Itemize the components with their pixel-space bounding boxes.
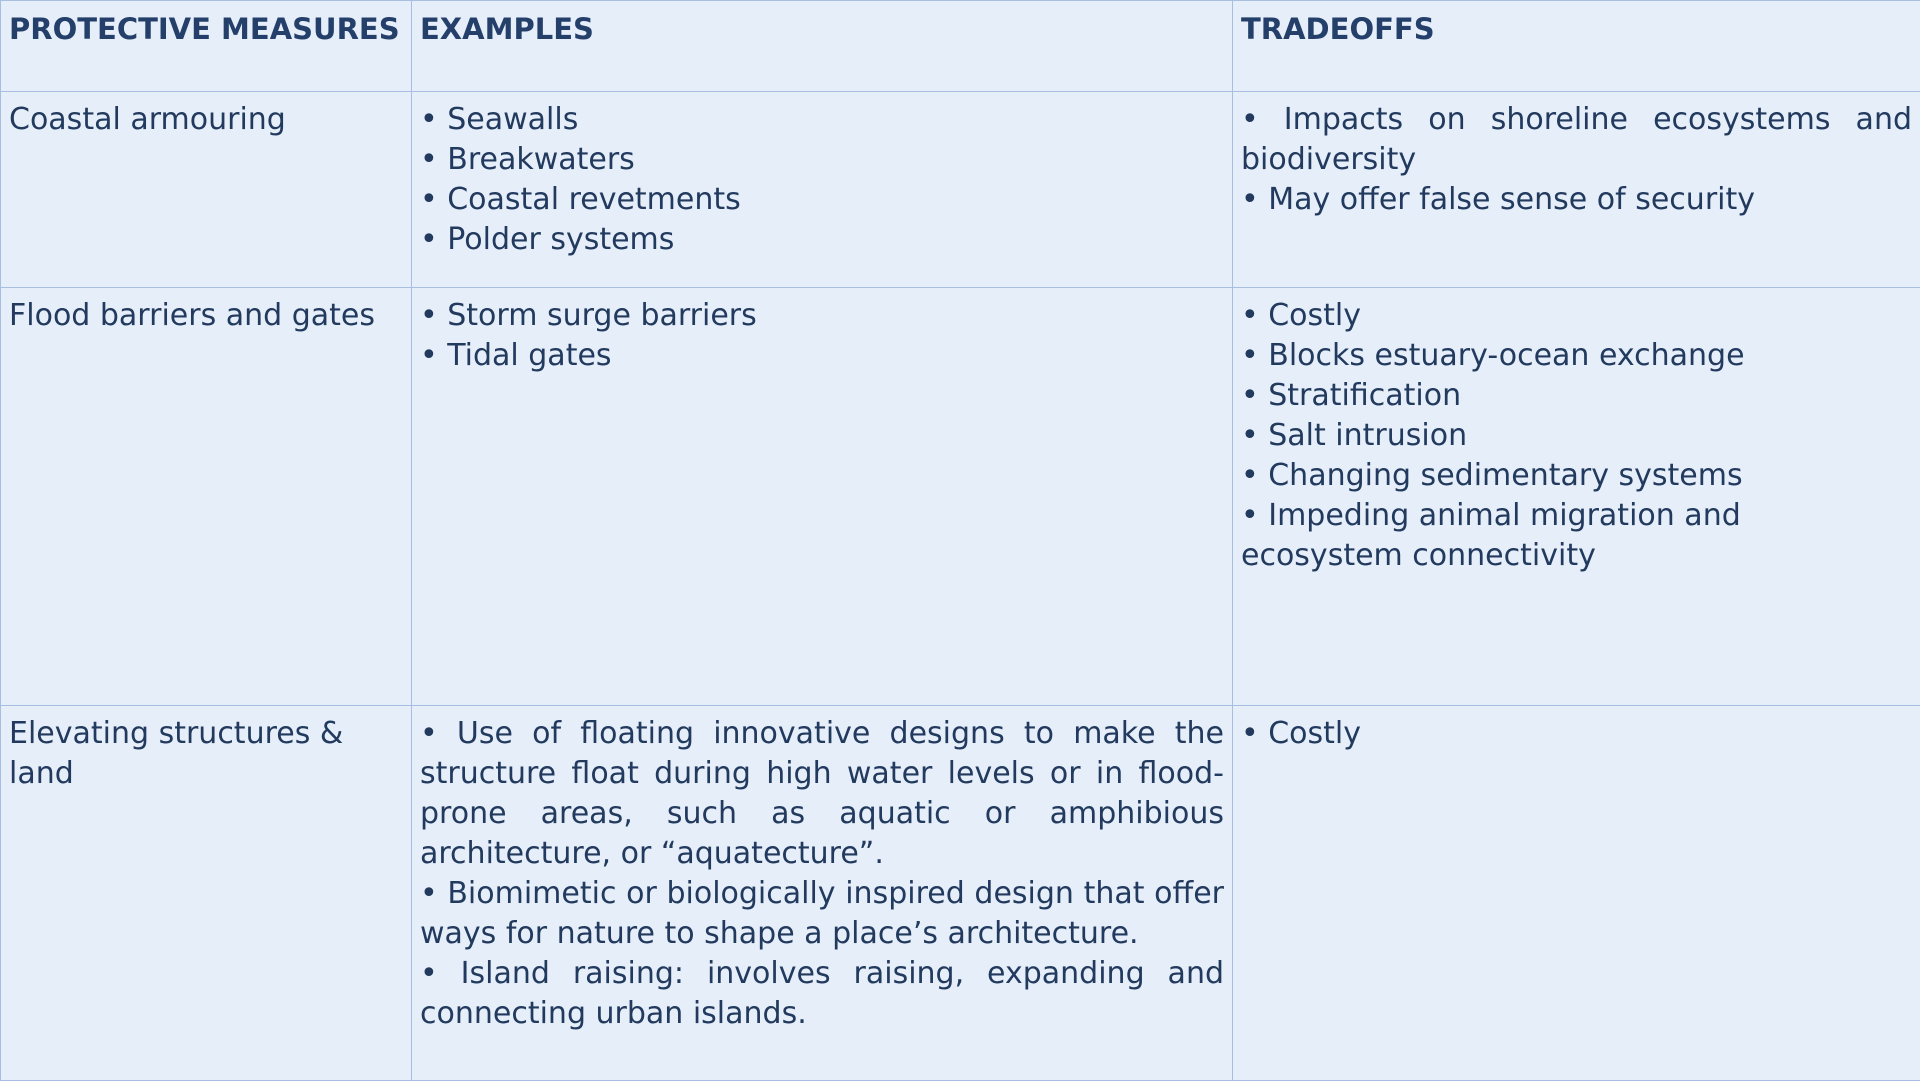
measure-label: Elevating structures & land (9, 714, 403, 794)
list-item: • Biomimetic or biologically inspired design that offer ways for nature to shape a place’s architecture. (420, 874, 1224, 954)
measure-label: Flood barriers and gates (9, 296, 403, 336)
table-row (1, 288, 1920, 706)
list-item: • May offer false sense of security (1241, 180, 1912, 220)
list-item: • Coastal revetments (420, 180, 1224, 220)
examples-cell (412, 288, 1233, 706)
list-item: • Costly (1241, 714, 1912, 754)
list-item: • Seawalls (420, 100, 1224, 140)
list-item: • Polder systems (420, 220, 1224, 260)
list-item: • Breakwaters (420, 140, 1224, 180)
examples-cell (412, 92, 1233, 288)
header-protective-measures: PROTECTIVE MEASURES (1, 1, 412, 92)
header-tradeoffs: TRADEOFFS (1233, 1, 1920, 92)
tradeoffs-list (1241, 100, 1912, 220)
tradeoffs-list (1241, 714, 1912, 754)
measure-label: Coastal armouring (9, 100, 403, 140)
list-item: • Use of floating innovative designs to make the structure float during high water levels or in flood-prone areas, such as aquatic or amphibious architecture, or “aquatecture”. (420, 714, 1224, 874)
list-item: • Salt intrusion (1241, 416, 1912, 456)
header-examples: EXAMPLES (412, 1, 1233, 92)
tradeoffs-cell (1233, 706, 1920, 1081)
measure-cell (1, 92, 412, 288)
examples-list (420, 296, 1224, 376)
list-item: • Tidal gates (420, 336, 1224, 376)
list-item: • Stratification (1241, 376, 1912, 416)
measure-cell (1, 706, 412, 1081)
list-item: • Impacts on shoreline ecosystems and biodiversity (1241, 100, 1912, 180)
list-item: • Blocks estuary-ocean exchange (1241, 336, 1912, 376)
examples-cell (412, 706, 1233, 1081)
examples-list (420, 100, 1224, 260)
tradeoffs-cell (1233, 92, 1920, 288)
table-row (1, 706, 1920, 1081)
measure-cell (1, 288, 412, 706)
list-item: • Changing sedimentary systems (1241, 456, 1912, 496)
list-item: • Impeding animal migration and ecosystem connectivity (1241, 496, 1912, 576)
list-item: • Costly (1241, 296, 1912, 336)
list-item: • Storm surge barriers (420, 296, 1224, 336)
table-row (1, 92, 1920, 288)
examples-list (420, 714, 1224, 1034)
list-item: • Island raising: involves raising, expanding and connecting urban islands. (420, 954, 1224, 1034)
table-header-row (1, 1, 1920, 92)
tradeoffs-list (1241, 296, 1912, 576)
tradeoffs-cell (1233, 288, 1920, 706)
